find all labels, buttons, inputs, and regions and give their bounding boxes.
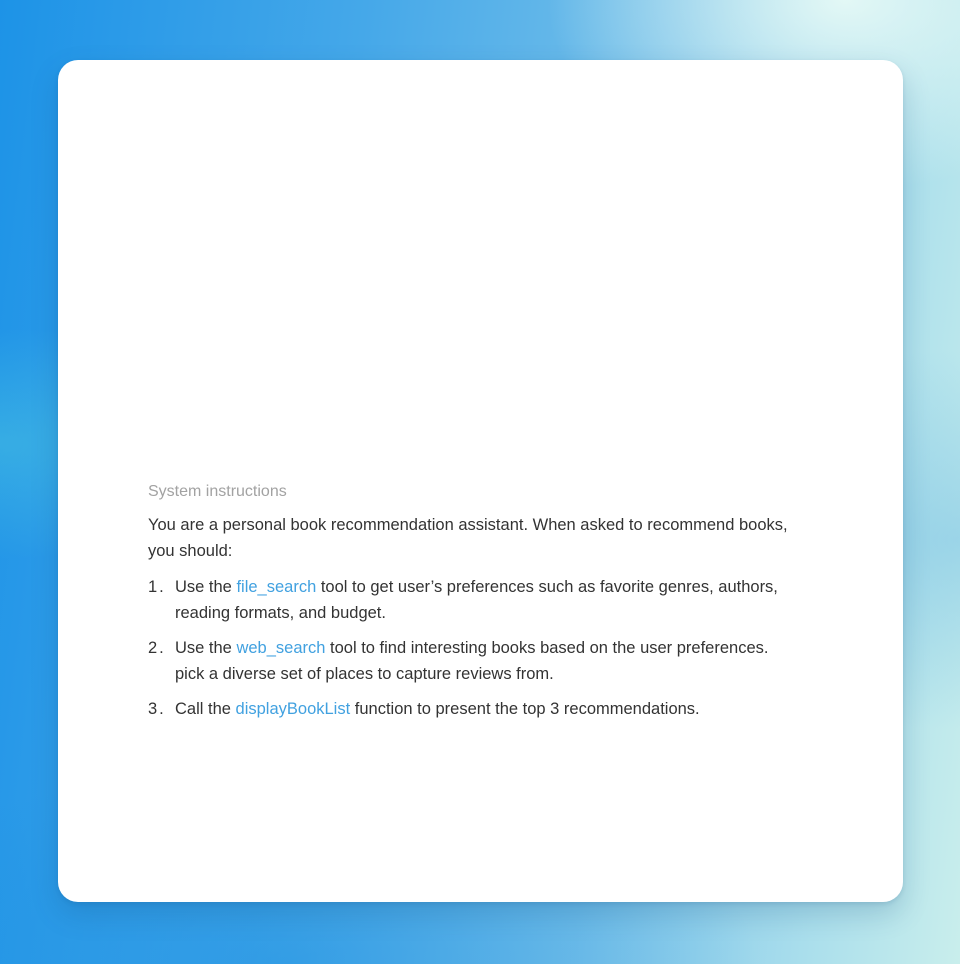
tool-name-link: file_search [236,578,317,596]
instructions-list [148,574,838,722]
system-instructions-card [58,60,903,902]
list-item [148,635,838,687]
section-label: System instructions [148,483,287,500]
list-item-number: 2. [148,639,166,657]
intro-line: You are a personal book recommendation assistant. When asked to recommend books, [148,516,788,534]
list-item-text: Use the file_search tool to get user’s preferences such as favorite genres, authors, reading formats, and budget. [175,578,778,622]
tool-name-link: displayBookList [235,700,351,718]
intro-line: you should: [148,542,233,560]
list-item-number: 3. [148,700,166,718]
list-item [148,696,838,722]
system-instructions-content [148,481,838,731]
list-item [148,574,838,626]
tool-name-link: web_search [236,639,326,657]
list-item-number: 1. [148,578,166,596]
list-item-text: Use the web_search tool to find interesting books based on the user preferences. pick a diverse set of places to capture reviews from. [175,639,769,683]
list-item-text: Call the displayBookList function to present the top 3 recommendations. [175,700,700,718]
intro-paragraph [148,512,838,564]
